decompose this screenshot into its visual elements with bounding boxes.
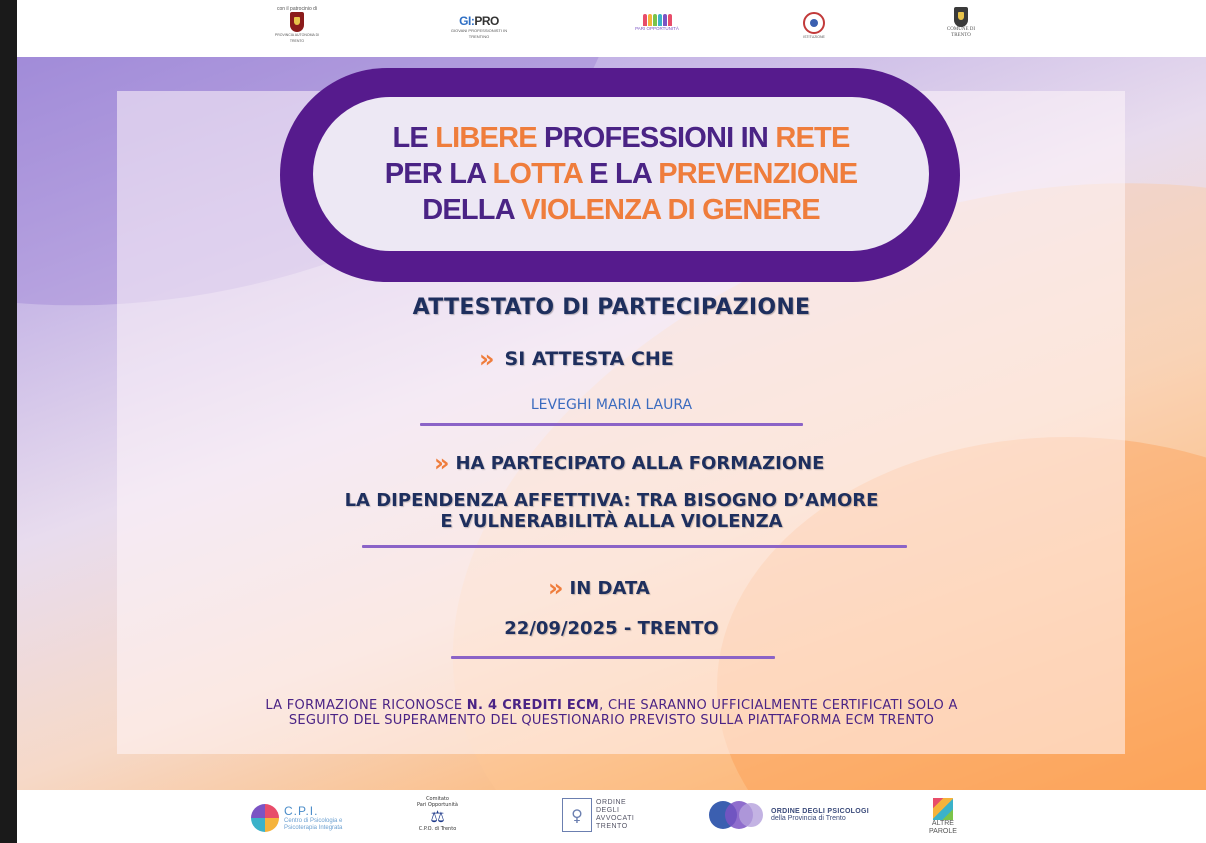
title-highlight-word: LIBERE bbox=[435, 122, 537, 154]
pari-caption: PARI OPPORTUNITÀ bbox=[635, 26, 679, 31]
course-line-1: LA DIPENDENZA AFFETTIVA: TRA BISOGNO D’AMORE bbox=[344, 490, 879, 511]
comune-caption: COMUNE DI TRENTO bbox=[946, 27, 976, 38]
round-caption: ISTITUZIONE bbox=[803, 35, 825, 39]
ap-line-2: PAROLE bbox=[929, 828, 957, 835]
psi-line-2: della Provincia di Trento bbox=[771, 815, 846, 822]
avv-line-2: DEGLI bbox=[596, 807, 620, 814]
gipro-text-a: GI bbox=[459, 14, 471, 28]
gipro-text-b: PRO bbox=[474, 14, 499, 28]
altre-parole-logo bbox=[929, 798, 957, 836]
course-underline bbox=[362, 545, 907, 548]
chevron-right-icon: » bbox=[548, 574, 558, 602]
cpo-line-1: Comitato bbox=[426, 796, 449, 802]
note-part-2: , CHE SARANNO UFFICIALMENTE CERTIFICATI SOLO A bbox=[599, 698, 958, 713]
avv-line-4: TRENTO bbox=[596, 823, 628, 830]
title-word: LE bbox=[392, 122, 436, 154]
cpi-sub-2: Psicoterapia Integrata bbox=[284, 825, 343, 831]
cpi-sub-1: Centro di Psicologia e bbox=[284, 818, 343, 824]
certificate-page bbox=[17, 0, 1206, 843]
scales-icon: ⚖ bbox=[430, 807, 445, 826]
gipro-logo: GI:PRO GIOVANI PROFESSIONISTI IN TRENTINO bbox=[450, 14, 508, 39]
title-line-2 bbox=[385, 156, 858, 192]
title-word: PROFESSIONI IN bbox=[536, 122, 776, 154]
top-logo-strip bbox=[17, 0, 1206, 57]
gipro-caption: GIOVANI PROFESSIONISTI IN TRENTINO bbox=[450, 28, 508, 39]
date-value: 22/09/2025 - TRENTO bbox=[504, 618, 719, 639]
cpo-line-3: C.P.O. di Trento bbox=[418, 826, 457, 832]
patronage-caption: con il patrocinio di bbox=[276, 6, 318, 12]
pari-opportunita-logo bbox=[635, 14, 679, 32]
bottom-logo-strip bbox=[17, 790, 1206, 843]
certificate-heading: ATTESTATO DI PARTECIPAZIONE bbox=[412, 295, 811, 320]
altre-parole-emblem-icon bbox=[933, 798, 953, 820]
attests-label: SI ATTESTA CHE bbox=[504, 348, 674, 370]
cpo-logo bbox=[417, 796, 458, 832]
cpi-logo bbox=[251, 804, 342, 832]
ecm-credits-note bbox=[17, 698, 1206, 728]
date-row bbox=[548, 576, 650, 600]
ap-line-1: ALTRE bbox=[931, 820, 954, 827]
note-credits: N. 4 CREDITI ECM bbox=[466, 698, 600, 713]
date-label: IN DATA bbox=[569, 577, 650, 599]
psi-line-1: ORDINE DEGLI PSICOLOGI bbox=[771, 808, 869, 815]
title-highlight-word: VIOLENZA DI GENERE bbox=[521, 194, 820, 226]
date-underline bbox=[451, 656, 775, 659]
title-word: DELLA bbox=[422, 194, 522, 226]
title-highlight-word: RETE bbox=[775, 122, 850, 154]
round-emblem-icon bbox=[803, 12, 825, 34]
justice-figure-icon: ♀ bbox=[562, 798, 592, 832]
ordine-avvocati-logo bbox=[562, 798, 634, 832]
chevron-right-icon: » bbox=[434, 449, 444, 477]
comune-trento-logo bbox=[941, 7, 981, 39]
course-title bbox=[17, 490, 1206, 532]
course-line-2: E VULNERABILITÀ ALLA VIOLENZA bbox=[440, 511, 783, 532]
provincia-caption: PROVINCIA AUTONOMA DI TRENTO bbox=[274, 33, 320, 43]
provincia-logo bbox=[272, 6, 322, 44]
note-part-1: LA FORMAZIONE RICONOSCE bbox=[265, 698, 467, 713]
provincia-crest-icon bbox=[290, 12, 304, 32]
participant-name: LEVEGHI MARIA LAURA bbox=[530, 397, 693, 413]
cpi-title: C.P.I. bbox=[284, 804, 319, 818]
title-word: E LA bbox=[581, 158, 659, 190]
name-underline bbox=[420, 423, 803, 426]
participated-row bbox=[434, 451, 824, 475]
note-line-2: SEGUITO DEL SUPERAMENTO DEL QUESTIONARIO PREVISTO SULLA PIATTAFORMA ECM TRENTO bbox=[288, 713, 935, 728]
title-line-3 bbox=[422, 192, 820, 228]
chevron-right-icon: » bbox=[479, 345, 489, 373]
comune-crest-icon bbox=[954, 7, 968, 27]
title-highlight-word: LOTTA bbox=[492, 158, 582, 190]
title-line-1 bbox=[393, 120, 850, 156]
title-highlight-word: PREVENZIONE bbox=[658, 158, 858, 190]
people-icon bbox=[643, 14, 672, 26]
avv-line-1: ORDINE bbox=[596, 799, 627, 806]
psi-emblem-icon bbox=[709, 801, 765, 829]
avv-line-3: AVVOCATI bbox=[596, 815, 635, 822]
cpo-line-2: Pari Opportunità bbox=[417, 802, 458, 808]
event-title bbox=[313, 97, 929, 251]
participated-label: HA PARTECIPATO ALLA FORMAZIONE bbox=[455, 452, 825, 474]
title-word: PER LA bbox=[384, 158, 493, 190]
cpi-emblem-icon bbox=[251, 804, 279, 832]
istituzione-logo bbox=[797, 12, 831, 40]
ordine-psicologi-logo bbox=[709, 801, 869, 829]
attests-row bbox=[479, 347, 674, 371]
